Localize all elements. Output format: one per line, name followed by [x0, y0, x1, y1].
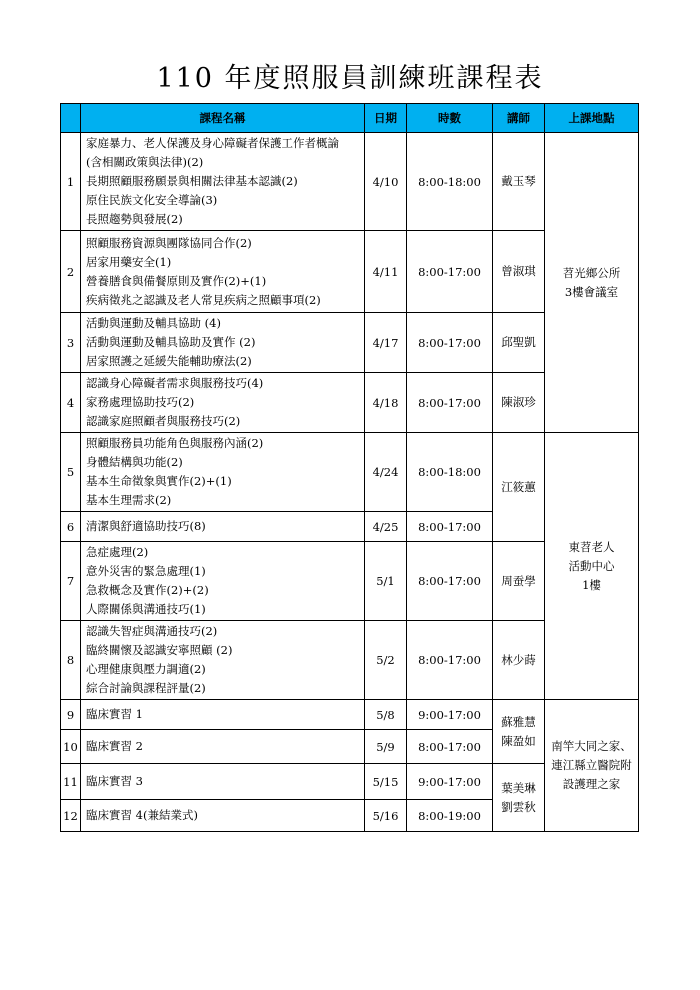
course-line: 居家用藥安全(1)	[86, 254, 172, 269]
location-line: 3樓會議室	[564, 284, 619, 299]
course-line: 疾病徵兆之認識及老人常見疾病之照顧事項(2)	[86, 292, 321, 307]
location-line: 南竿大同之家、	[551, 739, 632, 753]
course-name-cell	[81, 133, 365, 231]
row-number: 4	[61, 373, 81, 433]
teacher-name: 邱聖凱	[501, 335, 536, 349]
row-number: 5	[61, 433, 81, 512]
hours-cell: 8:00-18:00	[407, 433, 493, 512]
course-line: 身體結構與功能(2)	[86, 455, 183, 469]
teacher-name: 蘇雅慧	[501, 714, 536, 729]
course-line: 意外災害的緊急處理(1)	[86, 564, 206, 578]
location-line: 東苕老人	[568, 539, 615, 554]
hours-cell: 9:00-17:00	[407, 764, 493, 800]
date-cell: 4/24	[365, 433, 407, 512]
course-line: 臨終關懷及認識安寧照顧 (2)	[86, 643, 233, 657]
header-teacher: 講師	[493, 104, 545, 133]
hours-cell: 8:00-17:00	[407, 231, 493, 313]
teacher-cell	[493, 700, 545, 764]
date-cell: 5/9	[365, 730, 407, 764]
row-number: 3	[61, 313, 81, 373]
course-line: 認識家庭照顧者與服務技巧(2)	[86, 414, 241, 428]
course-line: 臨床實習 2	[86, 739, 143, 753]
date-cell: 4/25	[365, 512, 407, 542]
hours-cell: 8:00-17:00	[407, 542, 493, 621]
teacher-cell	[493, 764, 545, 832]
course-line: 認識身心障礙者需求與服務技巧(4)	[86, 376, 264, 390]
course-line: 臨床實習 1	[86, 707, 143, 721]
teacher-cell	[493, 313, 545, 373]
course-line: 居家照護之延緩失能輔助療法(2)	[86, 354, 252, 368]
teacher-name: 曾淑琪	[501, 264, 536, 278]
course-line: 綜合討論與課程評量(2)	[86, 681, 206, 695]
table-header-row	[61, 104, 639, 133]
teacher-name: 林少蒔	[501, 652, 536, 667]
course-name-cell	[81, 313, 365, 373]
course-name-cell	[81, 621, 365, 700]
teacher-cell	[493, 433, 545, 542]
course-line: 臨床實習 3	[86, 774, 143, 788]
location-cell	[545, 133, 639, 433]
row-number: 9	[61, 700, 81, 730]
date-cell: 5/1	[365, 542, 407, 621]
location-line: 1樓	[582, 577, 601, 592]
hours-cell: 8:00-17:00	[407, 373, 493, 433]
hours-cell: 8:00-19:00	[407, 800, 493, 832]
location-line: 活動中心	[568, 558, 615, 573]
course-name-cell	[81, 373, 365, 433]
date-cell: 4/17	[365, 313, 407, 373]
course-line: 活動與運動及輔具協助 (4)	[86, 316, 221, 330]
row-number: 1	[61, 133, 81, 231]
course-line: 基本生命徵象與實作(2)+(1)	[86, 474, 232, 488]
course-name-cell	[81, 700, 365, 730]
location-line: 連江縣立醫院附	[551, 758, 632, 772]
row-number: 7	[61, 542, 81, 621]
course-line: 認識失智症與溝通技巧(2)	[86, 624, 218, 638]
course-line: 長期照顧服務願景與相關法律基本認識(2)	[86, 174, 298, 188]
header-number	[61, 104, 81, 133]
course-name-cell	[81, 800, 365, 832]
date-cell: 5/15	[365, 764, 407, 800]
date-cell: 5/8	[365, 700, 407, 730]
hours-cell: 8:00-17:00	[407, 512, 493, 542]
date-cell: 4/18	[365, 373, 407, 433]
hours-cell: 9:00-17:00	[407, 700, 493, 730]
course-line: 家庭暴力、老人保護及身心障礙者保護工作者概論	[86, 136, 339, 150]
course-line: 照顧服務資源與團隊協同合作(2)	[86, 235, 252, 250]
teacher-name: 陳盈如	[501, 733, 536, 748]
location-line: 設護理之家	[562, 777, 621, 791]
date-cell: 5/2	[365, 621, 407, 700]
teacher-cell	[493, 133, 545, 231]
hours-cell: 8:00-18:00	[407, 133, 493, 231]
teacher-cell	[493, 373, 545, 433]
location-line: 苕光鄉公所	[562, 265, 621, 280]
table-row	[61, 700, 639, 730]
row-number: 11	[61, 764, 81, 800]
page-title: 110 年度照服員訓練班課程表	[156, 63, 544, 94]
hours-cell: 8:00-17:00	[407, 730, 493, 764]
teacher-name: 戴玉琴	[501, 174, 536, 188]
teacher-name: 江筱蕙	[501, 479, 536, 494]
course-name-cell	[81, 231, 365, 313]
course-name-cell	[81, 764, 365, 800]
course-line: 臨床實習 4(兼結業式)	[86, 808, 198, 822]
course-line: 基本生理需求(2)	[86, 493, 172, 507]
course-name-cell	[81, 433, 365, 512]
course-schedule-table	[60, 103, 639, 832]
row-number: 2	[61, 231, 81, 313]
course-line: 家務處理協助技巧(2)	[86, 395, 195, 409]
row-number: 12	[61, 800, 81, 832]
course-name-cell	[81, 542, 365, 621]
teacher-name: 周蚕學	[501, 573, 536, 588]
hours-cell: 8:00-17:00	[407, 621, 493, 700]
teacher-cell	[493, 231, 545, 313]
course-line: 心理健康與壓力調適(2)	[86, 662, 206, 676]
course-line: 長照趨勢與發展(2)	[86, 212, 183, 226]
course-line: 人際關係與溝通技巧(1)	[86, 602, 206, 616]
teacher-name: 陳淑珍	[501, 395, 536, 409]
row-number: 8	[61, 621, 81, 700]
date-cell: 5/16	[365, 800, 407, 832]
course-line: 清潔與舒適協助技巧(8)	[86, 519, 206, 533]
course-line: 急症處理(2)	[86, 545, 149, 559]
course-line: 營養膳食與備餐原則及實作(2)+(1)	[86, 273, 267, 288]
header-course-name: 課程名稱	[81, 104, 365, 133]
header-hours: 時數	[407, 104, 493, 133]
course-name-cell	[81, 512, 365, 542]
course-line: 活動與運動及輔具協助及實作 (2)	[86, 335, 256, 349]
hours-cell: 8:00-17:00	[407, 313, 493, 373]
course-line: 急救概念及實作(2)+(2)	[86, 583, 209, 597]
table-row	[61, 133, 639, 231]
course-name-cell	[81, 730, 365, 764]
date-cell: 4/11	[365, 231, 407, 313]
header-date: 日期	[365, 104, 407, 133]
row-number: 10	[61, 730, 81, 764]
teacher-cell	[493, 542, 545, 621]
location-cell	[545, 700, 639, 832]
teacher-cell	[493, 621, 545, 700]
teacher-name: 葉美琳	[501, 780, 536, 795]
teacher-name: 劉雲秋	[501, 799, 536, 814]
course-line: (含相關政策與法律)(2)	[86, 155, 204, 169]
row-number: 6	[61, 512, 81, 542]
table-row	[61, 433, 639, 512]
course-line: 原住民族文化安全導論(3)	[86, 193, 218, 207]
location-cell	[545, 433, 639, 700]
header-location: 上課地點	[545, 104, 639, 133]
course-line: 照顧服務員功能角色與服務內涵(2)	[86, 436, 264, 450]
date-cell: 4/10	[365, 133, 407, 231]
